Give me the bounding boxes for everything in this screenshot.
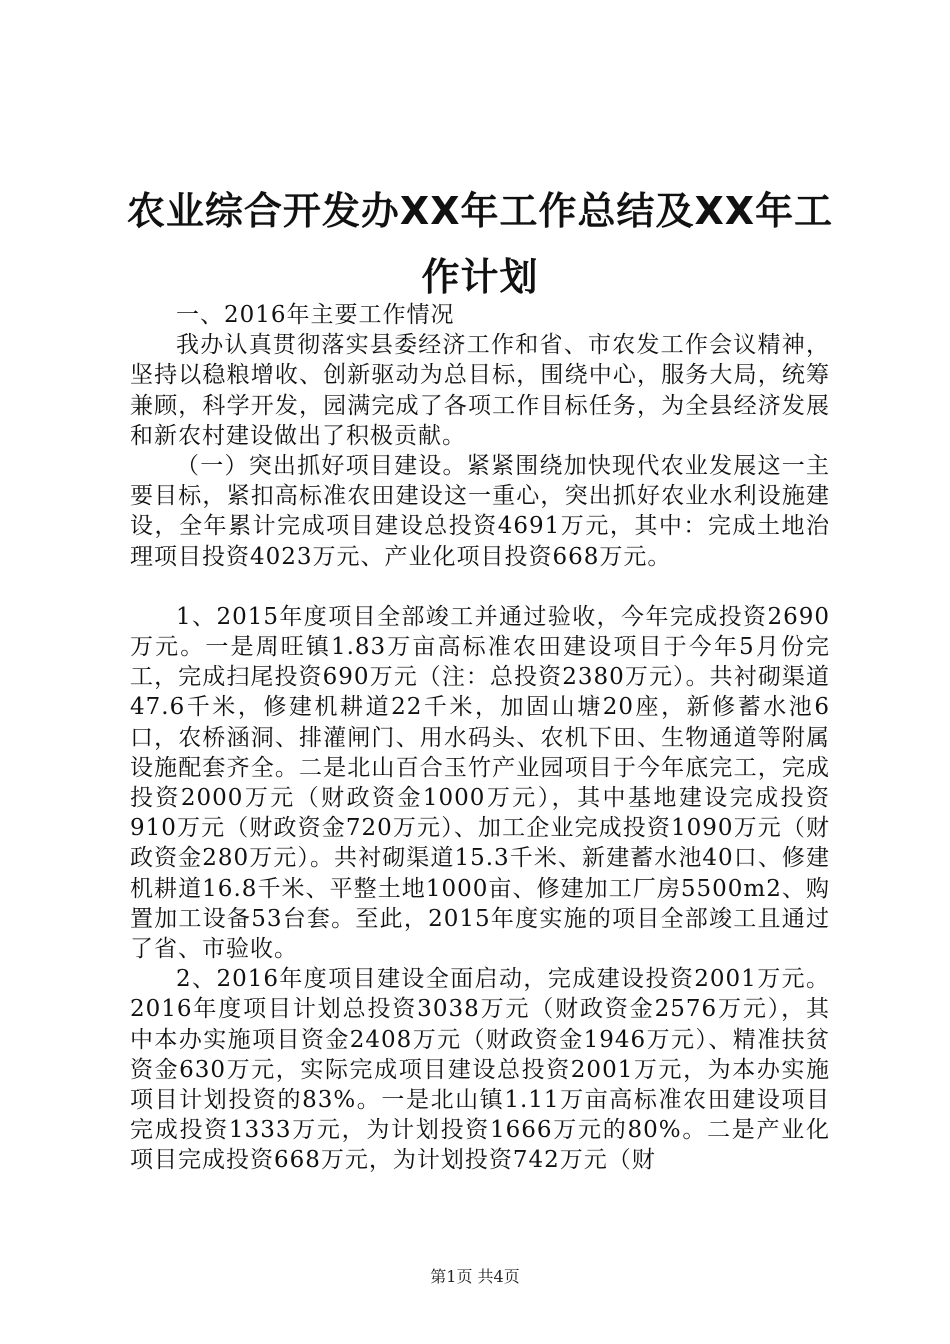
- paragraph: 2、2016年度项目建设全面启动，完成建设投资2001万元。2016年度项目计划总投资3038万元（财政资金2576万元），其中本办实施项目资金2408万元（财政资金1946万元）、精准扶贫资金630万元，实际完成项目建设总投资2001万元，为本办实施项目计划投资的83%。一是北山镇1.11万亩高标准农田建设项目完成投资1333万元，为计划投资1666万元的80%。二是产业化项目完成投资668万元，为计划投资742万元（财: [130, 966, 830, 1174]
- document-title: 农业综合开发办XX年工作总结及XX年工作计划: [126, 189, 834, 299]
- section-heading: 一、2016年主要工作情况: [176, 302, 455, 328]
- page-footer: 第1页 共4页: [430, 1267, 520, 1286]
- paragraph: （一）突出抓好项目建设。紧紧围绕加快现代农业发展这一主要目标，紧扣高标准农田建设这一重心，突出抓好农业水利设施建设，全年累计完成项目建设总投资4691万元，其中：完成土地治理项目投资4023万元、产业化项目投资668万元。: [130, 453, 830, 570]
- paragraph: 1、2015年度项目全部竣工并通过验收，今年完成投资2690万元。一是周旺镇1.83万亩高标准农田建设项目于今年5月份完工，完成扫尾投资690万元（注：总投资2380万元）。共衬砌渠道47.6千米，修建机耕道22千米，加固山塘20座，新修蓄水池6口，农桥涵洞、排灌闸门、用水码头、农机下田、生物通道等附属设施配套齐全。二是北山百合玉竹产业园项目于今年底完工，完成投资2000万元（财政资金1000万元），其中基地建设完成投资910万元（财政资金720万元）、加工企业完成投资1090万元（财政资金280万元）。共衬砌渠道15.3千米、新建蓄水池40口、修建机耕道16.8千米、平整土地1000亩、修建加工厂房5500m2、购置加工设备53台套。至此，2015年度实施的项目全部竣工且通过了省、市验收。: [130, 603, 830, 963]
- document-body: [130, 300, 830, 1176]
- paragraph: 我办认真贯彻落实县委经济工作和省、市农发工作会议精神，坚持以稳粮增收、创新驱动为总目标，围绕中心，服务大局，统筹兼顾，科学开发，园满完成了各项工作目标任务，为全县经济发展和新农村建设做出了积极贡献。: [130, 332, 830, 449]
